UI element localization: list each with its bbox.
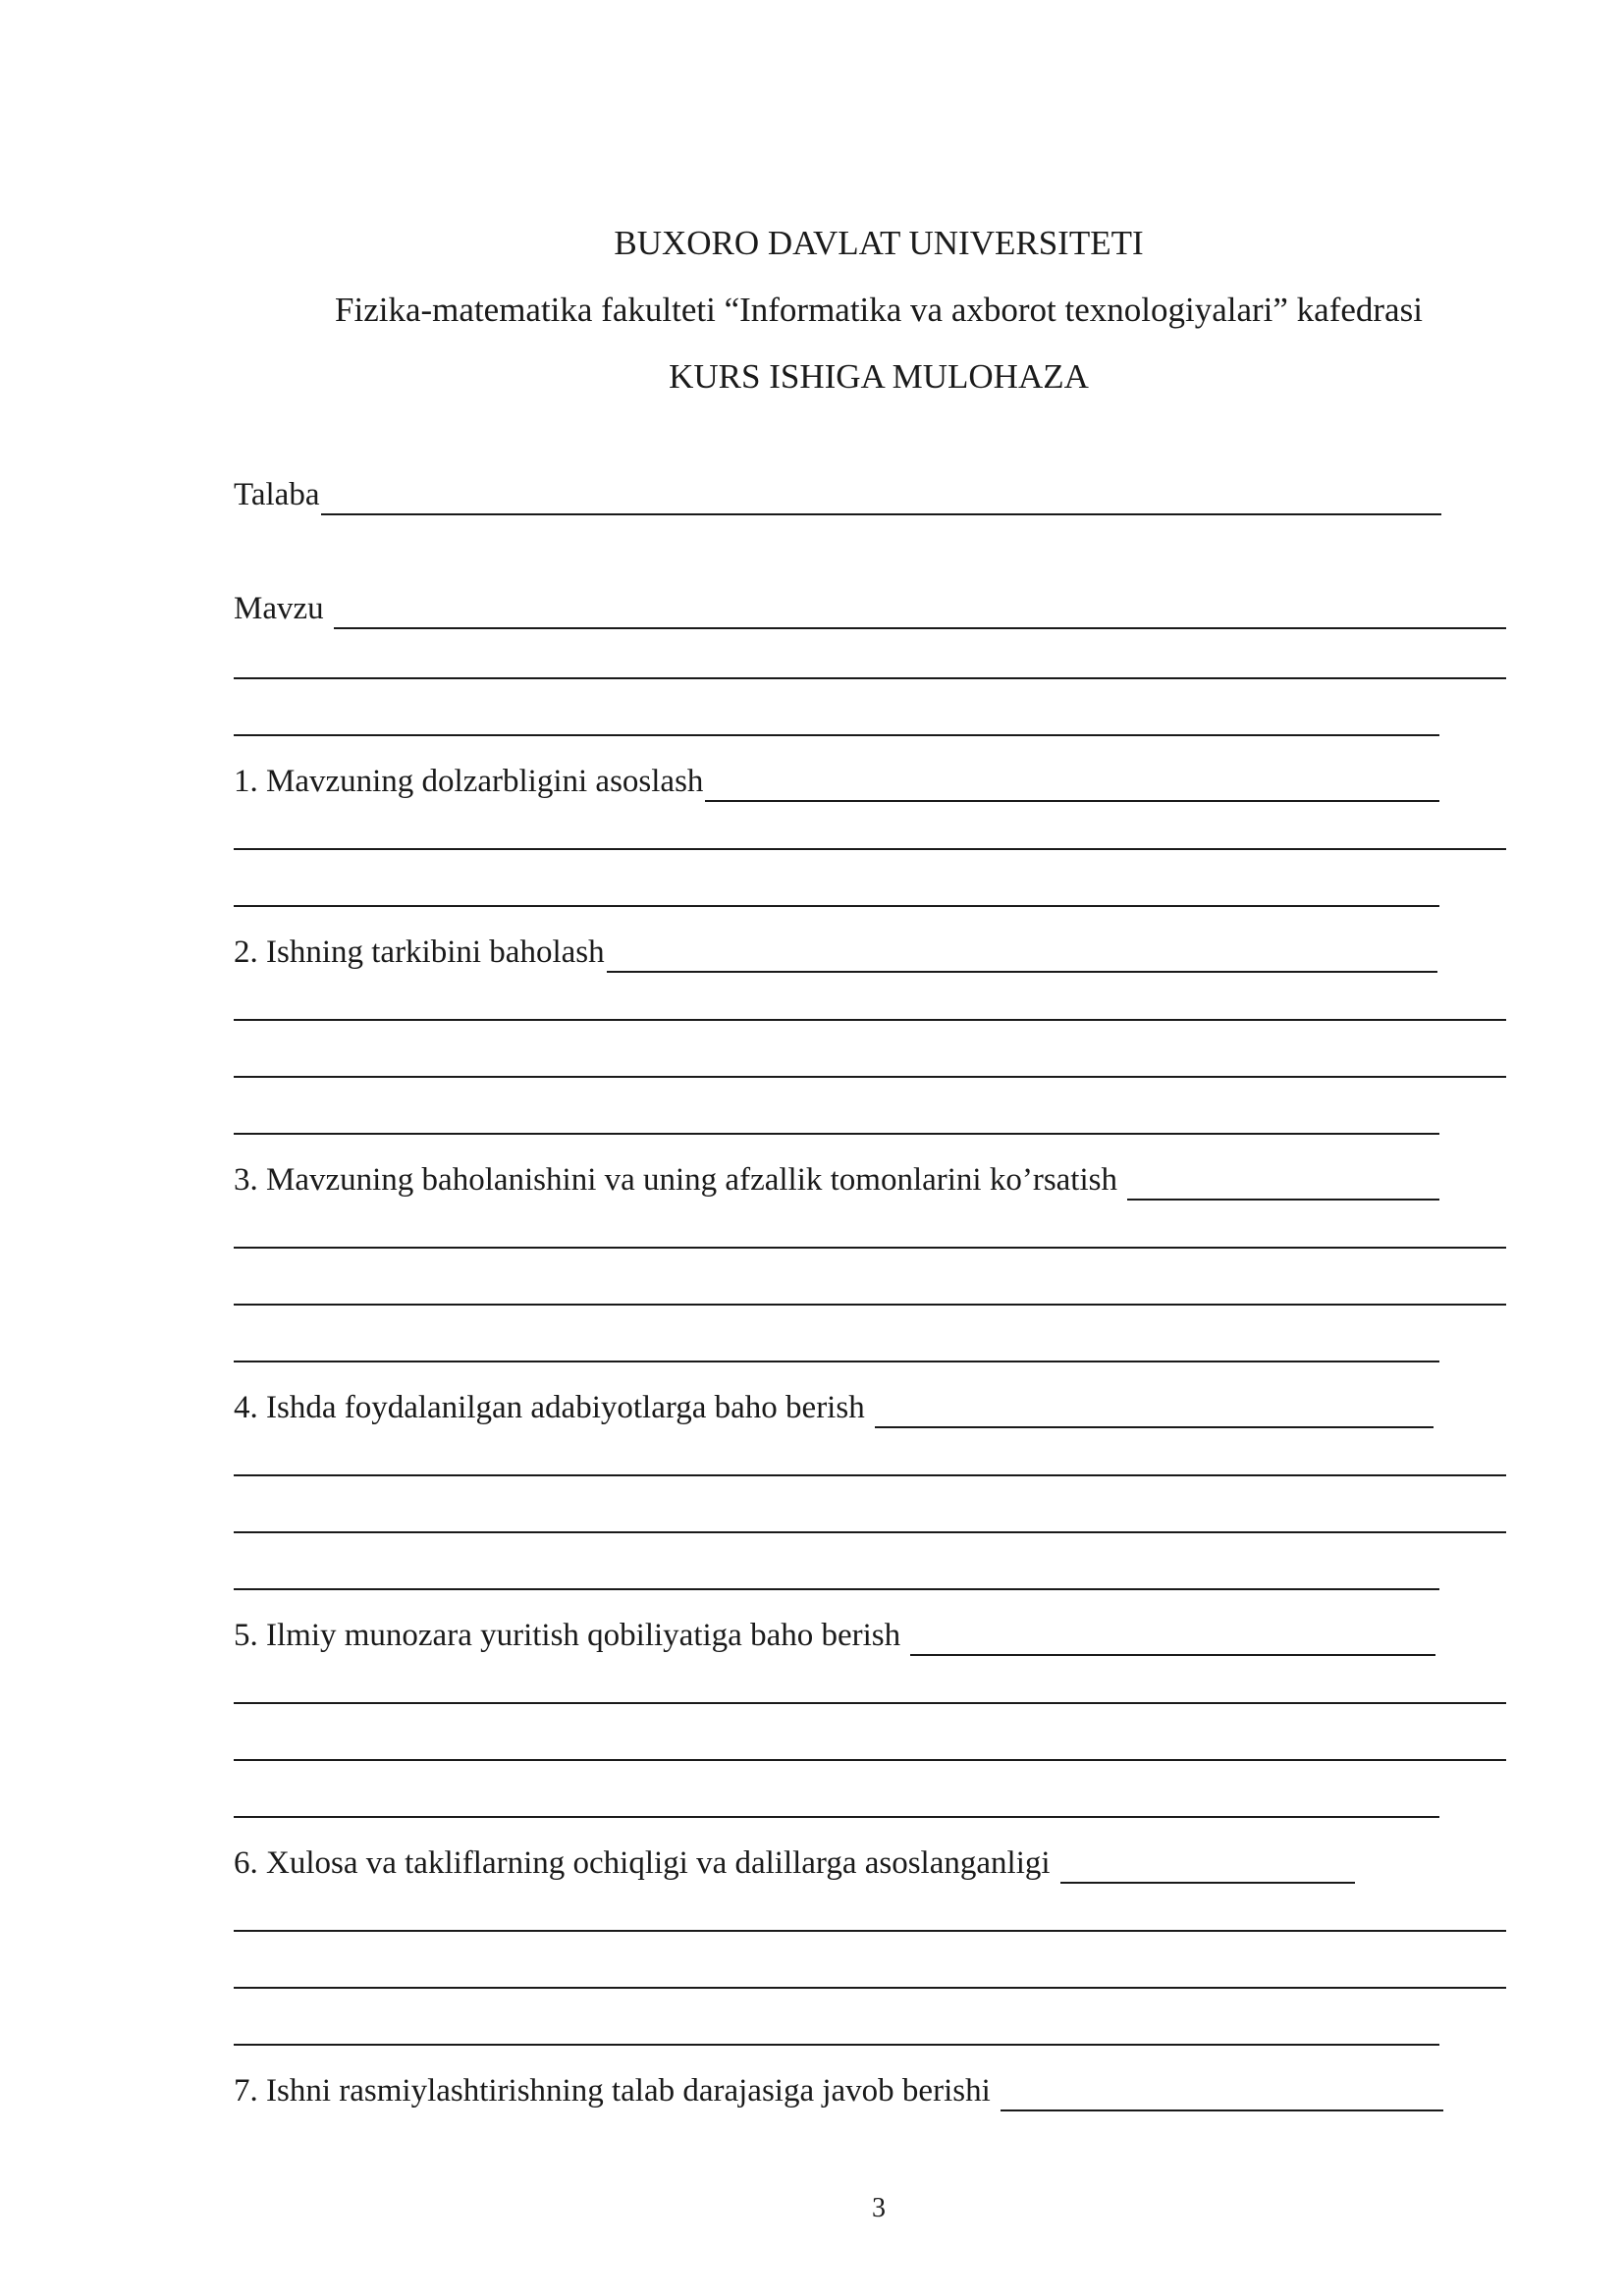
criterion-2 (234, 936, 1437, 973)
criterion-4 (234, 1392, 1434, 1428)
criterion-1-label: 1. Mavzuning dolzarbligini asoslash (234, 764, 704, 799)
page-number: 3 (872, 2193, 886, 2223)
criterion-1-blank[interactable] (705, 800, 1439, 802)
criterion-3-blank[interactable] (1127, 1199, 1439, 1201)
criterion-7 (234, 2075, 1443, 2111)
criterion-2-blank-line[interactable] (234, 1076, 1506, 1078)
criterion-2-blank-line[interactable] (234, 1019, 1506, 1021)
criterion-2-blank-line[interactable] (234, 1133, 1439, 1135)
criterion-6-blank[interactable] (1060, 1882, 1355, 1884)
criterion-2-blank[interactable] (607, 971, 1437, 973)
criterion-6-label: 6. Xulosa va takliflarning ochiqligi va dalillarga asoslanganligi (234, 1845, 1051, 1881)
criterion-1-blank-line[interactable] (234, 848, 1506, 850)
document-title: KURS ISHIGA MULOHAZA (669, 357, 1089, 396)
criterion-5-blank-line[interactable] (234, 1702, 1506, 1704)
criterion-4-label: 4. Ishda foydalanilgan adabiyotlarga baho berish (234, 1390, 865, 1425)
criterion-3-blank-line[interactable] (234, 1304, 1506, 1306)
topic-label: Mavzu (234, 591, 324, 626)
criterion-1-blank-line[interactable] (234, 905, 1439, 907)
student-field (234, 479, 1441, 515)
criterion-3-label: 3. Mavzuning baholanishini va uning afzallik tomonlarini ko’rsatish (234, 1162, 1117, 1198)
criterion-6-blank-line[interactable] (234, 1987, 1506, 1989)
criterion-6-blank-line[interactable] (234, 1930, 1506, 1932)
topic-blank[interactable] (334, 627, 1506, 629)
criterion-7-label: 7. Ishni rasmiylashtirishning talab darajasiga javob berishi (234, 2073, 991, 2109)
topic-blank-line[interactable] (234, 677, 1506, 679)
criterion-3 (234, 1164, 1439, 1201)
university-name: BUXORO DAVLAT UNIVERSITETI (614, 224, 1144, 262)
criterion-4-blank-line[interactable] (234, 1588, 1439, 1590)
criterion-6-blank-line[interactable] (234, 2044, 1439, 2046)
student-blank[interactable] (321, 513, 1441, 515)
criterion-5-blank-line[interactable] (234, 1816, 1439, 1818)
criterion-5-blank-line[interactable] (234, 1759, 1506, 1761)
faculty-department: Fizika-matematika fakulteti “Informatika va axborot texnologiyalari” kafedrasi (335, 291, 1423, 329)
criterion-5 (234, 1620, 1435, 1656)
criterion-2-label: 2. Ishning tarkibini baholash (234, 934, 605, 970)
student-label: Talaba (234, 477, 320, 512)
criterion-5-label: 5. Ilmiy munozara yuritish qobiliyatiga baho berish (234, 1618, 901, 1653)
criterion-6 (234, 1847, 1355, 1884)
criterion-7-blank[interactable] (1001, 2109, 1443, 2111)
criterion-4-blank-line[interactable] (234, 1531, 1506, 1533)
criterion-4-blank[interactable] (875, 1426, 1434, 1428)
criterion-5-blank[interactable] (910, 1654, 1435, 1656)
topic-blank-line[interactable] (234, 734, 1439, 736)
criterion-1 (234, 766, 1439, 802)
criterion-3-blank-line[interactable] (234, 1247, 1506, 1249)
criterion-3-blank-line[interactable] (234, 1361, 1439, 1362)
criterion-4-blank-line[interactable] (234, 1474, 1506, 1476)
topic-field (234, 593, 1506, 629)
